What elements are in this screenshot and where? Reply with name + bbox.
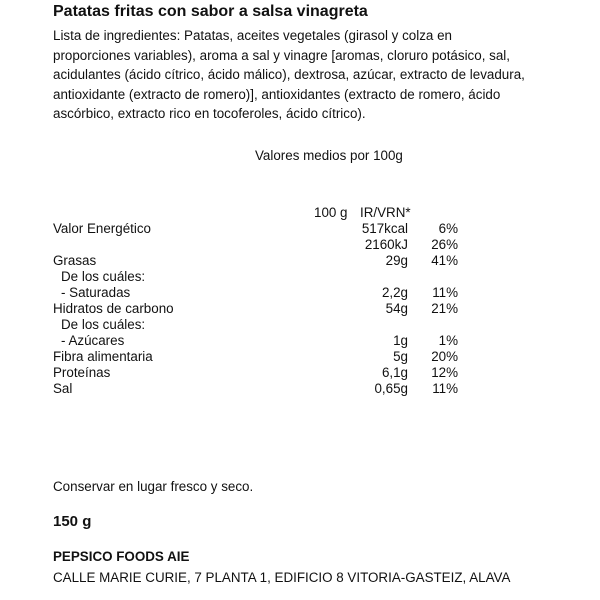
nutrition-row — [53, 365, 523, 381]
nutrition-row — [53, 237, 523, 253]
storage-instructions: Conservar en lugar fresco y seco. — [53, 479, 254, 494]
nutrient-percent: 21% — [431, 301, 458, 316]
nutrient-percent: 41% — [431, 253, 458, 268]
nutrient-percent: 26% — [431, 237, 458, 252]
ingredients-list — [53, 26, 573, 124]
nutrient-name: - Saturadas — [61, 285, 131, 300]
nutrient-name: De los cuáles: — [61, 269, 146, 284]
nutrient-amount: 29g — [385, 253, 408, 268]
nutrient-amount: 54g — [385, 301, 408, 316]
nutrient-percent: 1% — [438, 333, 458, 348]
nutrient-name: - Azúcares — [61, 333, 125, 348]
ingredients-line: antioxidante (extracto de romero)], antioxidantes (extracto de romero, ácido — [53, 86, 501, 102]
company-address: CALLE MARIE CURIE, 7 PLANTA 1, EDIFICIO 8 VITORIA-GASTEIZ, ALAVA — [53, 570, 511, 585]
nutrient-amount: 1g — [393, 333, 408, 348]
nutrient-percent: 12% — [431, 365, 458, 380]
nutrient-name: Sal — [53, 381, 73, 396]
nutrition-row — [53, 349, 523, 365]
ingredients-line: ascórbico, extracto rico en tocoferoles, ácido cítrico). — [53, 106, 366, 121]
nutrient-percent: 6% — [438, 221, 458, 236]
nutrient-percent: 20% — [431, 349, 458, 364]
nutrient-name: Valor Energético — [53, 221, 152, 236]
nutrition-row — [53, 285, 523, 301]
nutrient-amount: 5g — [393, 349, 408, 364]
nutrient-amount: 0,65g — [374, 381, 408, 396]
header-percent: IR/VRN* — [360, 205, 411, 220]
header-amount: 100 g — [314, 205, 348, 220]
nutrition-row — [53, 381, 523, 397]
nutrition-row — [53, 269, 523, 285]
ingredients-line: proporciones variables), aroma a sal y vinagre [aromas, cloruro potásico, sal, — [53, 47, 510, 63]
nutrient-name: Hidratos de carbono — [53, 301, 174, 316]
net-weight: 150 g — [53, 513, 92, 530]
nutrition-subtitle: Valores medios por 100g — [255, 148, 403, 163]
nutrient-name: De los cuáles: — [61, 317, 146, 332]
company-name: PEPSICO FOODS AIE — [53, 549, 190, 564]
nutrition-row — [53, 317, 523, 333]
nutrient-percent: 11% — [432, 285, 458, 300]
nutrient-amount: 517kcal — [361, 221, 408, 236]
nutrition-row — [53, 221, 523, 237]
nutrient-amount: 2,2g — [381, 285, 408, 300]
nutrient-name: Proteínas — [53, 365, 111, 380]
nutrient-name: Grasas — [53, 253, 97, 268]
nutrient-amount: 2160kJ — [364, 237, 408, 252]
nutrient-percent: 11% — [432, 381, 458, 396]
product-title: Patatas fritas con sabor a salsa vinagreta — [53, 3, 368, 20]
nutrient-amount: 6,1g — [381, 365, 408, 380]
nutrition-row — [53, 253, 523, 269]
nutrient-name: Fibra alimentaria — [53, 349, 153, 364]
ingredients-line: Lista de ingredientes: Patatas, aceites vegetales (girasol y colza en — [53, 28, 452, 43]
ingredients-line: acidulantes (ácido cítrico, ácido málico), dextrosa, azúcar, extracto de levadura, — [53, 67, 525, 82]
nutrition-row — [53, 301, 523, 317]
nutrition-header-row — [53, 205, 523, 221]
nutrition-row — [53, 333, 523, 349]
